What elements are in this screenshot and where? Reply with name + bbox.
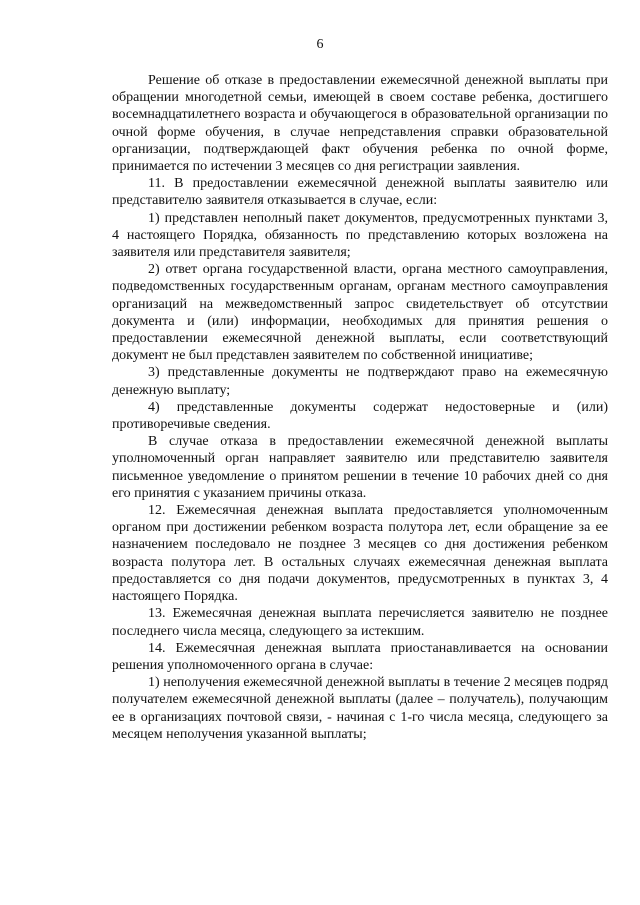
paragraph-item-13: 13. Ежемесячная денежная выплата перечисляется заявителю не позднее последнего числа месяца, следующего за истекшим. xyxy=(112,606,608,639)
paragraph-11-subitem-1: 1) представлен неполный пакет документов, предусмотренных пунктами 3, 4 настоящего Порядка, обязанность по представлению которых возложена на заявителя или представителя заявителя; xyxy=(112,210,608,261)
document-body xyxy=(112,72,608,743)
paragraph-item-12: 12. Ежемесячная денежная выплата предоставляется уполномоченным органом при достижении ребенком возраста полутора лет, если обращение за ее назначением последовало не позднее 3 месяцев со дня достижения ребенком возраста полутора лет. В остальных случаях ежемесячная денежная выплата предоставляется со дня подачи документов, предусмотренных в пунктах 3, 4 настоящего Порядка. xyxy=(112,503,608,605)
paragraph-14-subitem-1: 1) неполучения ежемесячной денежной выплаты в течение 2 месяцев подряд получателем ежемесячной денежной выплаты (далее – получатель), получающим ее в организациях почтовой связи, - начиная с 1-го числа месяца, следующего за месяцем неполучения указанной выплаты; xyxy=(112,675,608,742)
paragraph-11-subitem-2: 2) ответ органа государственной власти, органа местного самоуправления, подведомственных государственным органам, органам местного самоуправления организаций на межведомственный запрос свидетельствует об отсутствии документа и (или) информации, необходимых для принятия решения о предоставлении ежемесячной денежной выплаты, если соответствующий документ не был представлен заявителем по собственной инициативе; xyxy=(112,262,608,364)
paragraph-11-subitem-4: 4) представленные документы содержат недостоверные и (или) противоречивые сведения. xyxy=(112,399,608,433)
paragraph-refusal-decision: Решение об отказе в предоставлении ежемесячной денежной выплаты при обращении многодетной семьи, имеющей в своем составе ребенка, достигшего восемнадцатилетнего возраста и обучающегося в образовательной организации по очной форме обучения, в случае непредставления справки образовательной организации, подтверждающей факт обучения ребенка по очной форме, принимается по истечении 3 месяцев со дня регистрации заявления. xyxy=(112,73,608,175)
paragraph-item-14: 14. Ежемесячная денежная выплата приостанавливается на основании решения уполномоченного органа в случае: xyxy=(112,640,608,673)
page-number: 6 xyxy=(316,37,324,52)
paragraph-11-subitem-3: 3) представленные документы не подтверждают право на ежемесячную денежную выплату; xyxy=(112,365,608,398)
paragraph-refusal-notice: В случае отказа в предоставлении ежемесячной денежной выплаты уполномоченный орган направляет заявителю или представителю заявителя письменное уведомление о принятом решении в течение 10 рабочих дней со дня его принятия с указанием причины отказа. xyxy=(112,434,608,501)
paragraph-item-11: 11. В предоставлении ежемесячной денежной выплаты заявителю или представителю заявителя отказывается в случае, если: xyxy=(112,176,608,209)
